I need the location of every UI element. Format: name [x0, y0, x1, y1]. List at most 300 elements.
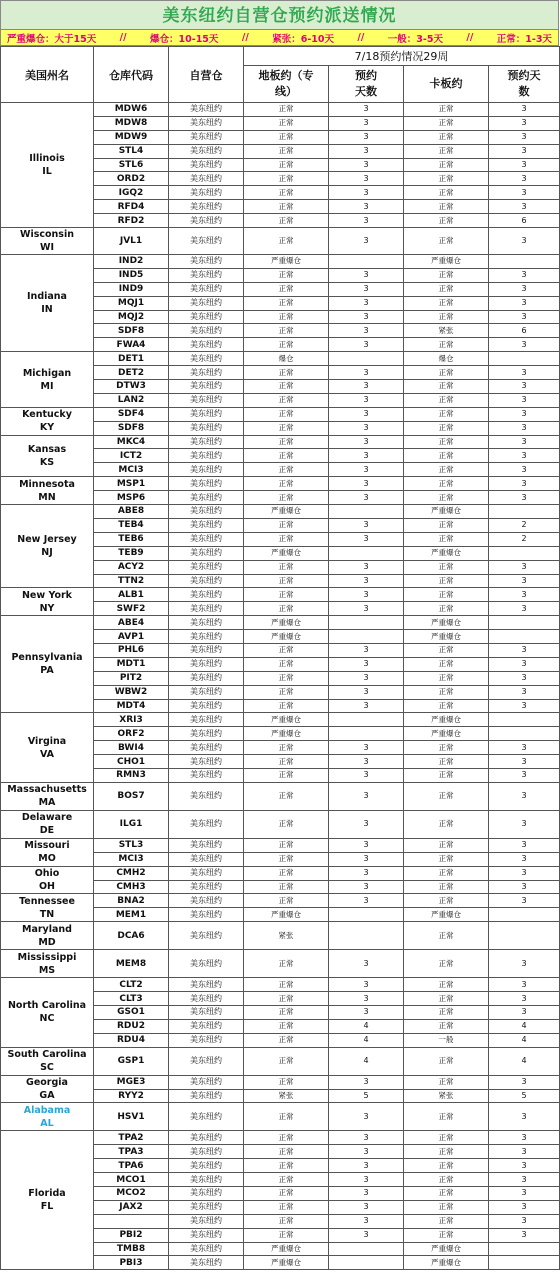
self-warehouse-cell: 美东纽约: [169, 1103, 244, 1131]
ground-status-cell: 正常: [244, 755, 329, 769]
warehouse-code-cell: TPA2: [94, 1131, 169, 1145]
warehouse-code-cell: RDU4: [94, 1033, 169, 1047]
self-warehouse-cell: 美东纽约: [169, 643, 244, 657]
pallet-status-cell: 正常: [404, 1145, 489, 1159]
ground-days-cell: 3: [329, 518, 404, 532]
ground-days-cell: 3: [329, 366, 404, 380]
warehouse-code-cell: CHO1: [94, 755, 169, 769]
pallet-status-cell: 正常: [404, 200, 489, 214]
self-warehouse-cell: 美东纽约: [169, 922, 244, 950]
ground-days-cell: 3: [329, 741, 404, 755]
ground-days-cell: 3: [329, 978, 404, 992]
table-row: [1, 352, 560, 366]
ground-days-cell: 3: [329, 1187, 404, 1201]
ground-status-cell: 正常: [244, 214, 329, 228]
pallet-days-cell: 3: [489, 838, 560, 852]
self-warehouse-cell: 美东纽约: [169, 727, 244, 741]
warehouse-code-cell: BOS7: [94, 782, 169, 810]
warehouse-code-cell: ORD2: [94, 172, 169, 186]
state-cell: [1, 477, 94, 505]
table-row: [1, 103, 560, 117]
ground-status-cell: 正常: [244, 1187, 329, 1201]
self-warehouse-cell: 美东纽约: [169, 978, 244, 992]
ground-status-cell: 正常: [244, 296, 329, 310]
ground-status-cell: 正常: [244, 880, 329, 894]
self-warehouse-cell: 美东纽约: [169, 782, 244, 810]
ground-status-cell: 正常: [244, 200, 329, 214]
warehouse-code-cell: DCA6: [94, 922, 169, 950]
pallet-status-cell: 正常: [404, 894, 489, 908]
ground-status-cell: 正常: [244, 172, 329, 186]
table-row: [1, 228, 560, 255]
pallet-days-cell: 3: [489, 685, 560, 699]
self-warehouse-cell: 美东纽约: [169, 1159, 244, 1173]
warehouse-code-cell: ACY2: [94, 560, 169, 574]
warehouse-code-cell: MCI3: [94, 463, 169, 477]
ground-status-cell: 正常: [244, 407, 329, 421]
warehouse-code-cell: BWI4: [94, 741, 169, 755]
self-warehouse-cell: 美东纽约: [169, 894, 244, 908]
ground-status-cell: 正常: [244, 310, 329, 324]
self-warehouse-cell: 美东纽约: [169, 477, 244, 491]
self-warehouse-cell: 美东纽约: [169, 616, 244, 630]
warehouse-code-cell: IND9: [94, 282, 169, 296]
legend-average: 一般：3-5天: [387, 33, 443, 45]
state-name: Massachusetts MA: [7, 784, 87, 809]
pallet-status-cell: 正常: [404, 1159, 489, 1173]
ground-status-cell: 正常: [244, 380, 329, 394]
ground-status-cell: 正常: [244, 532, 329, 546]
warehouse-code-cell: DET1: [94, 352, 169, 366]
ground-days-cell: [329, 727, 404, 741]
pallet-status-cell: 正常: [404, 978, 489, 992]
pallet-status-cell: 严重爆仓: [404, 505, 489, 519]
pallet-days-cell: 3: [489, 268, 560, 282]
ground-days-cell: 3: [329, 282, 404, 296]
pallet-status-cell: 正常: [404, 477, 489, 491]
pallet-days-cell: 2: [489, 532, 560, 546]
ground-status-cell: 严重爆仓: [244, 1256, 329, 1270]
ground-status-cell: 正常: [244, 1047, 329, 1075]
header-state: 美国州名: [1, 47, 94, 103]
pallet-days-cell: 3: [489, 366, 560, 380]
pallet-status-cell: 正常: [404, 1075, 489, 1089]
warehouse-code-cell: CMH3: [94, 880, 169, 894]
table-row: [1, 922, 560, 950]
pallet-status-cell: 正常: [404, 228, 489, 255]
warehouse-code-cell: TEB9: [94, 546, 169, 560]
self-warehouse-cell: 美东纽约: [169, 1145, 244, 1159]
self-warehouse-cell: 美东纽约: [169, 421, 244, 435]
table-row: [1, 1075, 560, 1089]
warehouse-code-cell: ICT2: [94, 449, 169, 463]
warehouse-code-cell: ABE4: [94, 616, 169, 630]
table-row: [1, 588, 560, 602]
state-name: Missouri MO: [24, 840, 70, 865]
pallet-status-cell: 严重爆仓: [404, 908, 489, 922]
pallet-status-cell: 正常: [404, 407, 489, 421]
warehouse-code-cell: RYY2: [94, 1089, 169, 1103]
ground-days-cell: 3: [329, 866, 404, 880]
pallet-status-cell: 正常: [404, 1187, 489, 1201]
warehouse-code-cell: FWA4: [94, 338, 169, 352]
self-warehouse-cell: 美东纽约: [169, 158, 244, 172]
pallet-status-cell: 正常: [404, 393, 489, 407]
pallet-days-cell: 3: [489, 657, 560, 671]
state-cell: [1, 978, 94, 1047]
warehouse-code-cell: LAN2: [94, 393, 169, 407]
state-cell: [1, 616, 94, 713]
pallet-days-cell: 3: [489, 1214, 560, 1228]
pallet-status-cell: 正常: [404, 643, 489, 657]
self-warehouse-cell: 美东纽约: [169, 268, 244, 282]
warehouse-code-cell: PBI2: [94, 1228, 169, 1242]
ground-status-cell: 正常: [244, 992, 329, 1006]
pallet-status-cell: 正常: [404, 421, 489, 435]
warehouse-code-cell: MSP6: [94, 491, 169, 505]
warehouse-code-cell: TEB6: [94, 532, 169, 546]
ground-status-cell: 正常: [244, 324, 329, 338]
pallet-status-cell: 正常: [404, 574, 489, 588]
self-warehouse-cell: 美东纽约: [169, 130, 244, 144]
warehouse-code-cell: STL3: [94, 838, 169, 852]
state-cell: [1, 922, 94, 950]
ground-status-cell: 严重爆仓: [244, 727, 329, 741]
ground-status-cell: 正常: [244, 1214, 329, 1228]
pallet-days-cell: 3: [489, 477, 560, 491]
warehouse-code-cell: HSV1: [94, 1103, 169, 1131]
pallet-days-cell: [489, 352, 560, 366]
pallet-days-cell: 3: [489, 421, 560, 435]
pallet-days-cell: 3: [489, 435, 560, 449]
ground-status-cell: 正常: [244, 978, 329, 992]
ground-days-cell: 3: [329, 158, 404, 172]
ground-days-cell: 3: [329, 1200, 404, 1214]
state-cell: [1, 1103, 94, 1131]
ground-status-cell: 正常: [244, 643, 329, 657]
ground-status-cell: 正常: [244, 1005, 329, 1019]
pallet-status-cell: 正常: [404, 130, 489, 144]
warehouse-code-cell: GSP1: [94, 1047, 169, 1075]
pallet-days-cell: 3: [489, 852, 560, 866]
pallet-days-cell: 4: [489, 1033, 560, 1047]
self-warehouse-cell: 美东纽约: [169, 992, 244, 1006]
pallet-status-cell: 正常: [404, 768, 489, 782]
ground-days-cell: [329, 922, 404, 950]
pallet-days-cell: 3: [489, 894, 560, 908]
ground-days-cell: 3: [329, 172, 404, 186]
pallet-status-cell: 正常: [404, 1228, 489, 1242]
pallet-status-cell: 正常: [404, 103, 489, 117]
ground-days-cell: 3: [329, 532, 404, 546]
pallet-status-cell: 正常: [404, 1019, 489, 1033]
ground-days-cell: [329, 546, 404, 560]
ground-days-cell: 3: [329, 338, 404, 352]
pallet-status-cell: 正常: [404, 449, 489, 463]
pallet-days-cell: 5: [489, 1089, 560, 1103]
table-row: [1, 1103, 560, 1131]
self-warehouse-cell: 美东纽约: [169, 588, 244, 602]
header-pallet-days: 预约天数: [489, 66, 560, 103]
ground-status-cell: 正常: [244, 602, 329, 616]
ground-days-cell: 3: [329, 699, 404, 713]
ground-status-cell: 正常: [244, 560, 329, 574]
self-warehouse-cell: 美东纽约: [169, 296, 244, 310]
self-warehouse-cell: 美东纽约: [169, 200, 244, 214]
self-warehouse-cell: 美东纽约: [169, 1256, 244, 1270]
table-row: [1, 616, 560, 630]
pallet-status-cell: 紧张: [404, 324, 489, 338]
pallet-status-cell: 严重爆仓: [404, 630, 489, 644]
ground-status-cell: 正常: [244, 130, 329, 144]
warehouse-code-cell: SDF8: [94, 421, 169, 435]
self-warehouse-cell: 美东纽约: [169, 866, 244, 880]
self-warehouse-cell: 美东纽约: [169, 1075, 244, 1089]
ground-status-cell: 正常: [244, 186, 329, 200]
ground-status-cell: 正常: [244, 574, 329, 588]
ground-days-cell: 3: [329, 477, 404, 491]
ground-status-cell: 正常: [244, 282, 329, 296]
ground-days-cell: 3: [329, 463, 404, 477]
warehouse-code-cell: MDT1: [94, 657, 169, 671]
table-row: [1, 477, 560, 491]
pallet-days-cell: 3: [489, 560, 560, 574]
ground-days-cell: 3: [329, 588, 404, 602]
pallet-status-cell: 正常: [404, 1173, 489, 1187]
ground-status-cell: 严重爆仓: [244, 713, 329, 727]
table-row: [1, 1047, 560, 1075]
ground-days-cell: 3: [329, 1005, 404, 1019]
pallet-status-cell: 正常: [404, 685, 489, 699]
header-week: 7/18预约情况29周: [244, 47, 560, 66]
ground-days-cell: [329, 1242, 404, 1256]
state-name: South Carolina SC: [7, 1049, 87, 1074]
self-warehouse-cell: 美东纽约: [169, 657, 244, 671]
warehouse-code-cell: GSO1: [94, 1005, 169, 1019]
state-name: Indiana IN: [27, 291, 67, 316]
warehouse-code-cell: DET2: [94, 366, 169, 380]
ground-status-cell: 正常: [244, 491, 329, 505]
self-warehouse-cell: 美东纽约: [169, 1214, 244, 1228]
pallet-days-cell: 3: [489, 172, 560, 186]
self-warehouse-cell: 美东纽约: [169, 338, 244, 352]
ground-status-cell: 正常: [244, 1200, 329, 1214]
table-row: [1, 505, 560, 519]
self-warehouse-cell: 美东纽约: [169, 310, 244, 324]
pallet-days-cell: 3: [489, 116, 560, 130]
state-name: Kentucky KY: [22, 409, 72, 434]
pallet-days-cell: 3: [489, 491, 560, 505]
pallet-days-cell: 3: [489, 1159, 560, 1173]
table-row: [1, 894, 560, 908]
pallet-status-cell: 严重爆仓: [404, 546, 489, 560]
ground-days-cell: [329, 505, 404, 519]
ground-status-cell: 正常: [244, 852, 329, 866]
pallet-status-cell: 正常: [404, 116, 489, 130]
ground-status-cell: 严重爆仓: [244, 630, 329, 644]
pallet-days-cell: [489, 1242, 560, 1256]
ground-days-cell: 3: [329, 810, 404, 838]
ground-status-cell: 正常: [244, 366, 329, 380]
ground-days-cell: 3: [329, 200, 404, 214]
state-name: Virgina VA: [27, 735, 67, 760]
warehouse-code-cell: CMH2: [94, 866, 169, 880]
warehouse-code-cell: MEM8: [94, 950, 169, 978]
pallet-status-cell: 正常: [404, 380, 489, 394]
pallet-status-cell: 严重爆仓: [404, 255, 489, 269]
pallet-status-cell: 正常: [404, 560, 489, 574]
ground-days-cell: [329, 352, 404, 366]
ground-days-cell: 3: [329, 602, 404, 616]
warehouse-code-cell: AVP1: [94, 630, 169, 644]
self-warehouse-cell: 美东纽约: [169, 838, 244, 852]
pallet-days-cell: 3: [489, 449, 560, 463]
ground-days-cell: 4: [329, 1047, 404, 1075]
ground-days-cell: 3: [329, 407, 404, 421]
state-name: New York NY: [21, 589, 72, 614]
state-name: Maryland MD: [22, 923, 72, 948]
pallet-days-cell: 3: [489, 393, 560, 407]
self-warehouse-cell: 美东纽约: [169, 880, 244, 894]
state-cell: [1, 1131, 94, 1270]
warehouse-code-cell: RMN3: [94, 768, 169, 782]
sheet-title: 美东纽约自营仓预约派送情况: [0, 0, 559, 30]
pallet-days-cell: 4: [489, 1047, 560, 1075]
pallet-days-cell: 3: [489, 782, 560, 810]
warehouse-code-cell: IND2: [94, 255, 169, 269]
ground-days-cell: 3: [329, 296, 404, 310]
pallet-days-cell: 3: [489, 1187, 560, 1201]
self-warehouse-cell: 美东纽约: [169, 560, 244, 574]
warehouse-table: [0, 46, 560, 1270]
warehouse-code-cell: TEB4: [94, 518, 169, 532]
ground-days-cell: 5: [329, 1089, 404, 1103]
ground-status-cell: 正常: [244, 1228, 329, 1242]
self-warehouse-cell: 美东纽约: [169, 1005, 244, 1019]
self-warehouse-cell: 美东纽约: [169, 713, 244, 727]
ground-days-cell: 3: [329, 950, 404, 978]
pallet-days-cell: 3: [489, 380, 560, 394]
ground-days-cell: 3: [329, 103, 404, 117]
self-warehouse-cell: 美东纽约: [169, 602, 244, 616]
pallet-days-cell: 6: [489, 214, 560, 228]
warehouse-code-cell: TPA3: [94, 1145, 169, 1159]
warehouse-code-cell: JVL1: [94, 228, 169, 255]
pallet-days-cell: [489, 630, 560, 644]
state-cell: [1, 950, 94, 978]
self-warehouse-cell: 美东纽约: [169, 1089, 244, 1103]
self-warehouse-cell: 美东纽约: [169, 1173, 244, 1187]
pallet-days-cell: 3: [489, 768, 560, 782]
ground-status-cell: 正常: [244, 1173, 329, 1187]
pallet-status-cell: 正常: [404, 1103, 489, 1131]
pallet-days-cell: 3: [489, 296, 560, 310]
warehouse-code-cell: [94, 1214, 169, 1228]
ground-status-cell: 正常: [244, 116, 329, 130]
pallet-days-cell: 3: [489, 602, 560, 616]
pallet-status-cell: 正常: [404, 214, 489, 228]
state-cell: [1, 435, 94, 477]
table-row: [1, 978, 560, 992]
warehouse-code-cell: MKC4: [94, 435, 169, 449]
ground-days-cell: 3: [329, 838, 404, 852]
warehouse-code-cell: MCI3: [94, 852, 169, 866]
self-warehouse-cell: 美东纽约: [169, 1019, 244, 1033]
pallet-status-cell: 严重爆仓: [404, 616, 489, 630]
ground-status-cell: 正常: [244, 671, 329, 685]
warehouse-code-cell: STL6: [94, 158, 169, 172]
ground-days-cell: 3: [329, 130, 404, 144]
pallet-status-cell: 严重爆仓: [404, 727, 489, 741]
self-warehouse-cell: 美东纽约: [169, 699, 244, 713]
legend-tight: 紧张：6-10天: [272, 33, 334, 45]
header-warehouse-code: 仓库代码: [94, 47, 169, 103]
self-warehouse-cell: 美东纽约: [169, 685, 244, 699]
self-warehouse-cell: 美东纽约: [169, 1242, 244, 1256]
ground-status-cell: 严重爆仓: [244, 546, 329, 560]
pallet-days-cell: 3: [489, 407, 560, 421]
legend-normal: 正常：1-3天: [496, 33, 552, 45]
state-cell: [1, 782, 94, 810]
pallet-days-cell: 6: [489, 324, 560, 338]
header-pallet-booking: 卡板约: [404, 66, 489, 103]
warehouse-code-cell: RDU2: [94, 1019, 169, 1033]
ground-status-cell: 紧张: [244, 1089, 329, 1103]
pallet-status-cell: 正常: [404, 838, 489, 852]
warehouse-code-cell: ABE8: [94, 505, 169, 519]
pallet-days-cell: 3: [489, 950, 560, 978]
pallet-status-cell: 正常: [404, 491, 489, 505]
pallet-days-cell: 3: [489, 1173, 560, 1187]
pallet-days-cell: 3: [489, 310, 560, 324]
self-warehouse-cell: 美东纽约: [169, 186, 244, 200]
pallet-status-cell: 正常: [404, 699, 489, 713]
warehouse-code-cell: ILG1: [94, 810, 169, 838]
self-warehouse-cell: 美东纽约: [169, 324, 244, 338]
ground-days-cell: 3: [329, 1075, 404, 1089]
ground-days-cell: 3: [329, 1159, 404, 1173]
ground-status-cell: 正常: [244, 103, 329, 117]
pallet-days-cell: 3: [489, 144, 560, 158]
pallet-status-cell: 正常: [404, 366, 489, 380]
self-warehouse-cell: 美东纽约: [169, 1033, 244, 1047]
state-name: Pennsylvania PA: [11, 652, 83, 677]
pallet-status-cell: 正常: [404, 1131, 489, 1145]
state-name: Kansas KS: [27, 443, 67, 468]
self-warehouse-cell: 美东纽约: [169, 144, 244, 158]
ground-status-cell: 正常: [244, 1075, 329, 1089]
ground-days-cell: 3: [329, 435, 404, 449]
warehouse-code-cell: CLT3: [94, 992, 169, 1006]
table-row: [1, 407, 560, 421]
ground-status-cell: 严重爆仓: [244, 616, 329, 630]
pallet-status-cell: 正常: [404, 1200, 489, 1214]
pallet-days-cell: 3: [489, 574, 560, 588]
self-warehouse-cell: 美东纽约: [169, 214, 244, 228]
self-warehouse-cell: 美东纽约: [169, 491, 244, 505]
pallet-days-cell: 3: [489, 103, 560, 117]
ground-days-cell: 3: [329, 268, 404, 282]
warehouse-code-cell: MGE3: [94, 1075, 169, 1089]
warehouse-code-cell: DTW3: [94, 380, 169, 394]
state-name: North Carolina NC: [7, 1000, 87, 1025]
self-warehouse-cell: 美东纽约: [169, 116, 244, 130]
state-cell: [1, 407, 94, 435]
pallet-status-cell: 正常: [404, 602, 489, 616]
ground-status-cell: 正常: [244, 838, 329, 852]
warehouse-code-cell: PIT2: [94, 671, 169, 685]
pallet-status-cell: 正常: [404, 338, 489, 352]
